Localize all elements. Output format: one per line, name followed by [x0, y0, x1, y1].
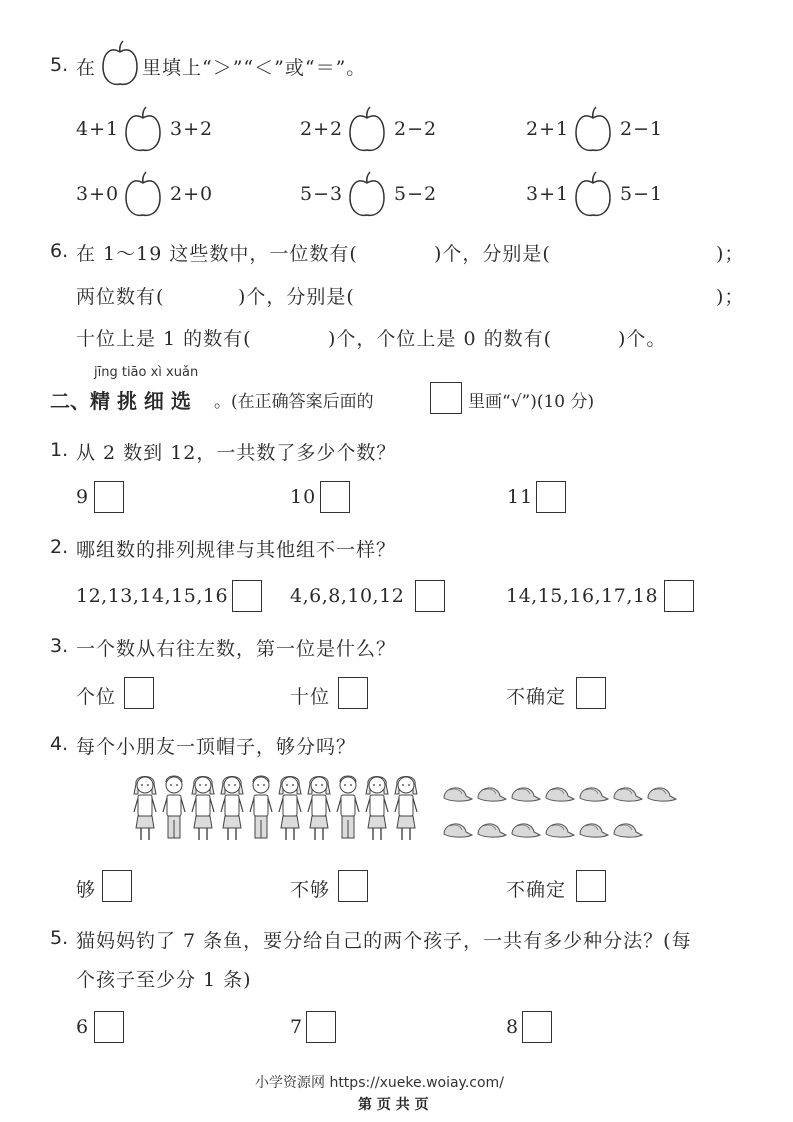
answer-box[interactable]: [306, 1011, 336, 1043]
option-label: 10: [290, 486, 317, 508]
child-icon: [132, 772, 158, 848]
answer-box[interactable]: [102, 870, 132, 902]
question-text: )个。: [618, 328, 667, 350]
answer-box[interactable]: [320, 481, 350, 513]
answer-box[interactable]: [94, 1011, 124, 1043]
expression-left: 2+1: [526, 118, 570, 140]
expression-left: 3+0: [76, 183, 120, 205]
option-label: 8: [506, 1016, 520, 1038]
cap-icon: [576, 818, 610, 844]
option-label: 9: [76, 486, 90, 508]
answer-box[interactable]: [124, 677, 154, 709]
option-label: 14,15,16,17,18: [506, 585, 659, 607]
question-text: )个，分别是(: [238, 286, 355, 308]
option-label: 11: [507, 486, 534, 508]
question-text: )个，个位上是 0 的数有(: [328, 328, 552, 350]
answer-box[interactable]: [338, 677, 368, 709]
question-text: 在: [76, 57, 97, 79]
child-icon: [364, 772, 390, 848]
expression-right: 3+2: [170, 118, 214, 140]
option-label: 不确定: [506, 686, 567, 708]
option-label: 12,13,14,15,16: [76, 585, 229, 607]
cap-icon: [440, 782, 474, 808]
question-text: 从 2 数到 12，一共数了多少个数？: [76, 442, 397, 464]
footer-page: 第 页 共 页: [358, 1097, 429, 1113]
cap-icon: [610, 818, 644, 844]
child-icon: [190, 772, 216, 848]
answer-box[interactable]: [338, 870, 368, 902]
expression-left: 5−3: [300, 183, 344, 205]
answer-box[interactable]: [94, 481, 124, 513]
question-text: 个孩子至少分 1 条): [76, 969, 252, 991]
expression-right: 5−2: [394, 183, 438, 205]
child-icon: [306, 772, 332, 848]
answer-box[interactable]: [536, 481, 566, 513]
question-text: 每个小朋友一顶帽子，够分吗？: [76, 736, 357, 758]
option-label: 个位: [76, 686, 117, 708]
option-label: 7: [290, 1016, 304, 1038]
answer-box[interactable]: [232, 580, 262, 612]
pinyin: jīng tiāo xì xuǎn: [94, 365, 199, 380]
option-label: 不够: [290, 879, 331, 901]
section-instructions: 。(在正确答案后面的: [214, 392, 374, 412]
question-text: 猫妈妈钓了 7 条鱼，要分给自己的两个孩子，一共有多少种分法？(每: [76, 930, 692, 952]
apple-answer-icon[interactable]: [573, 106, 613, 154]
question-number: 5.: [50, 927, 69, 949]
child-icon: [161, 772, 187, 848]
apple-icon: [100, 40, 140, 88]
expression-right: 2−2: [394, 118, 438, 140]
child-icon: [219, 772, 245, 848]
cap-icon: [542, 782, 576, 808]
question-text: 十位上是 1 的数有(: [76, 328, 252, 350]
apple-answer-icon[interactable]: [347, 106, 387, 154]
cap-icon: [576, 782, 610, 808]
answer-box[interactable]: [576, 677, 606, 709]
answer-box[interactable]: [415, 580, 445, 612]
question-text: 里填上“＞”“＜”或“＝”。: [142, 57, 367, 79]
question-number: 3.: [50, 635, 69, 657]
child-icon: [277, 772, 303, 848]
apple-answer-icon[interactable]: [123, 106, 163, 154]
section-title: 二、精 挑 细 选: [50, 389, 191, 413]
expression-left: 3+1: [526, 183, 570, 205]
option-label: 6: [76, 1016, 90, 1038]
question-text: 两位数有(: [76, 286, 165, 308]
child-icon: [335, 772, 361, 848]
question-number: 1.: [50, 439, 69, 461]
cap-icon: [474, 782, 508, 808]
question-text: 哪组数的排列规律与其他组不一样？: [76, 539, 397, 561]
question-text: )个，分别是(: [434, 243, 551, 265]
question-text: )；: [716, 243, 745, 265]
cap-icon: [508, 782, 542, 808]
child-icon: [248, 772, 274, 848]
answer-box-sample: [430, 382, 462, 414]
question-text: )；: [716, 286, 745, 308]
option-label: 不确定: [506, 879, 567, 901]
expression-left: 4+1: [76, 118, 120, 140]
answer-box[interactable]: [522, 1011, 552, 1043]
child-icon: [393, 772, 419, 848]
cap-icon: [474, 818, 508, 844]
apple-answer-icon[interactable]: [123, 171, 163, 219]
cap-icon: [542, 818, 576, 844]
cap-icon: [440, 818, 474, 844]
answer-box[interactable]: [576, 870, 606, 902]
cap-icon: [508, 818, 542, 844]
answer-box[interactable]: [664, 580, 694, 612]
option-label: 够: [76, 879, 97, 901]
apple-answer-icon[interactable]: [573, 171, 613, 219]
cap-icon: [610, 782, 644, 808]
apple-answer-icon[interactable]: [347, 171, 387, 219]
question-number: 4.: [50, 733, 69, 755]
expression-right: 2−1: [620, 118, 664, 140]
expression-right: 5−1: [620, 183, 664, 205]
question-number: 2.: [50, 536, 69, 558]
option-label: 十位: [290, 686, 331, 708]
option-label: 4,6,8,10,12: [290, 585, 405, 607]
question-text: 在 1～19 这些数中，一位数有(: [76, 243, 358, 265]
expression-left: 2+2: [300, 118, 344, 140]
footer-site: 小学资源网 https://xueke.woiay.com/: [255, 1075, 504, 1091]
expression-right: 2+0: [170, 183, 214, 205]
question-number: 6.: [50, 240, 69, 262]
question-number: 5.: [50, 54, 69, 76]
section-instructions: 里画“√”)(10 分): [468, 392, 595, 412]
cap-icon: [644, 782, 678, 808]
question-text: 一个数从右往左数，第一位是什么？: [76, 638, 397, 660]
